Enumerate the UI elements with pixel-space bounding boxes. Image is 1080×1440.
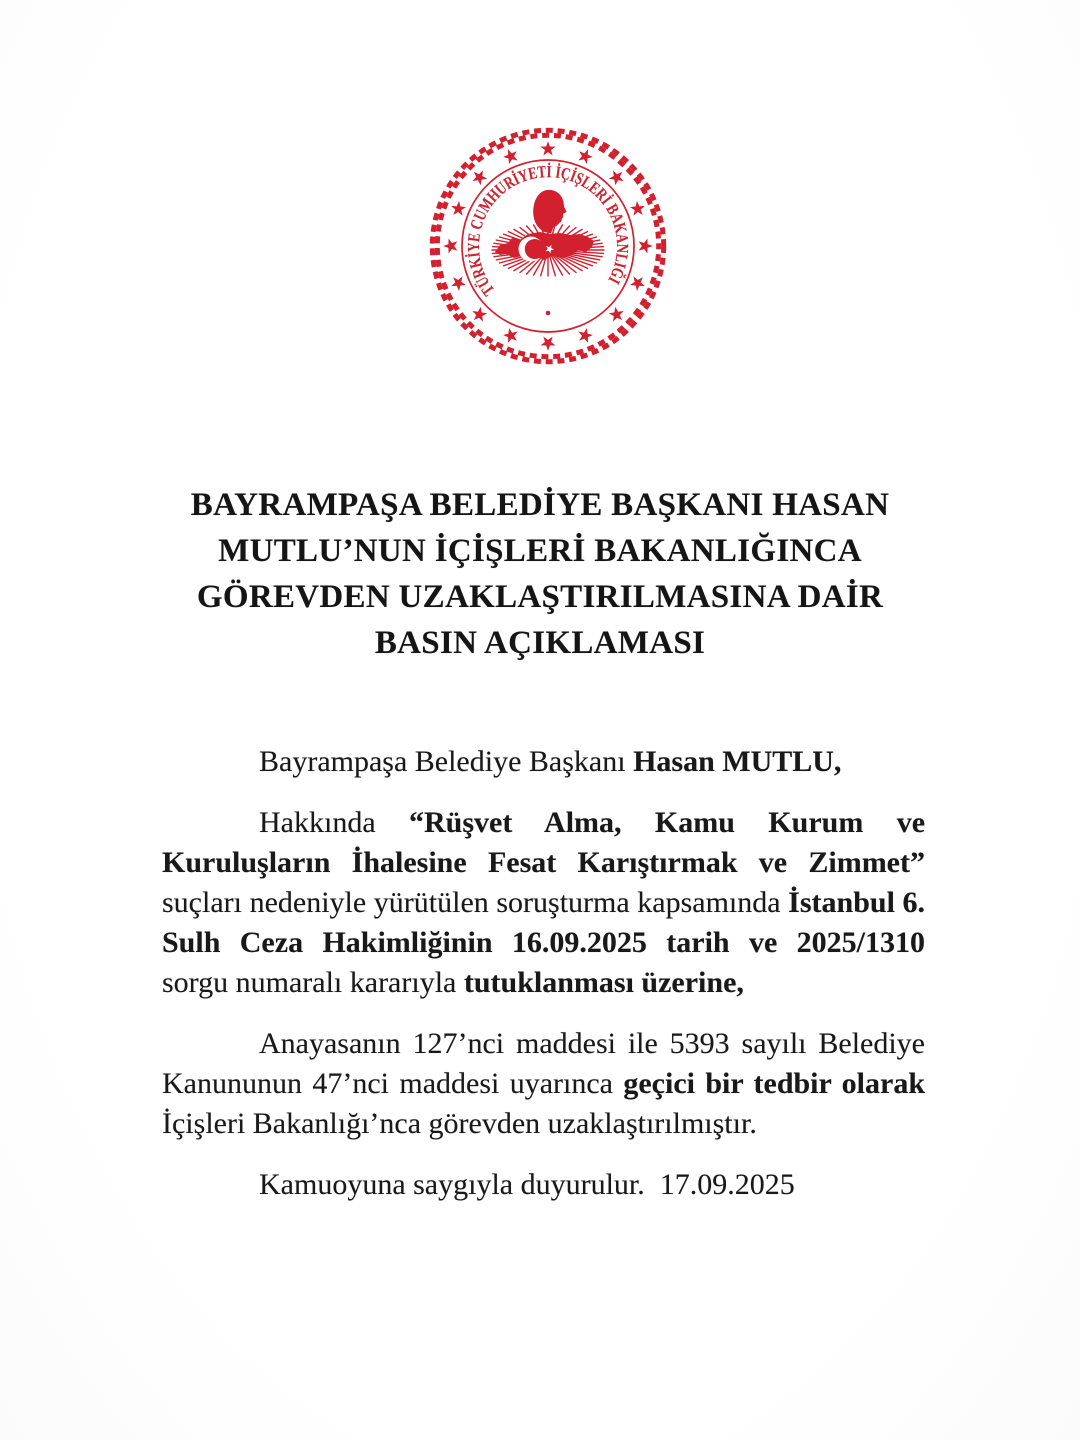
seal-star-icon <box>576 146 595 165</box>
seal-star-icon <box>576 327 595 346</box>
text-run: Hakkında <box>259 806 410 839</box>
seal-star-icon <box>448 274 467 293</box>
paragraph-intro <box>162 742 925 782</box>
seal-star-icon <box>541 337 556 351</box>
seal-star-icon <box>629 274 648 293</box>
seal-star-icon <box>501 146 520 165</box>
text-run: Kamuoyuna saygıyla duyurulur. 17.09.2025 <box>259 1168 795 1201</box>
seal-star-icon <box>448 199 467 218</box>
bold-text-run: İstanbul 6. Sulh Ceza Hakimliğinin 16.09.2025 tarih ve 2025/1310 <box>162 886 925 959</box>
text-run: Bayrampaşa Belediye Başkanı <box>259 745 634 778</box>
title-line: BAYRAMPAŞA BELEDİYE BAŞKANI HASAN <box>190 487 890 523</box>
title-line: MUTLU’NUN İÇİŞLERİ BAKANLIĞINCA <box>218 533 862 569</box>
ministry-of-interior-seal-icon <box>423 121 673 371</box>
seal-star-icon <box>469 305 490 326</box>
seal-ring-text: TÜRKİYE CUMHURİYETİ İÇİŞLERİ BAKANLIĞI <box>463 161 633 300</box>
bold-text-run: Hasan MUTLU, <box>633 745 842 778</box>
seal-star-icon <box>443 239 457 254</box>
seal-separator-dot <box>546 311 551 316</box>
text-run: İçişleri Bakanlığı’nca görevden uzaklaştırılmıştır. <box>162 1107 757 1140</box>
seal-star-icon <box>469 167 490 188</box>
press-release-body <box>162 742 925 1226</box>
bold-text-run: geçici bir tedbir olarak <box>623 1067 925 1100</box>
text-run: sorgu numaralı kararıyla <box>162 966 464 999</box>
bold-text-run: tutuklanması üzerine, <box>463 966 744 999</box>
seal-star-icon <box>501 327 520 346</box>
seal-star-icon <box>607 167 628 188</box>
seal-star-icon <box>639 239 653 254</box>
title-line: GÖREVDEN UZAKLAŞTIRILMASINA DAİR <box>196 579 884 615</box>
text-run: Anayasanın 127’nci maddesi ile 5393 sayılı Belediye Kanununun 47’nci maddesi uyarınca <box>162 1027 925 1100</box>
press-release-title <box>140 482 940 666</box>
bold-text-run: “Rüşvet Alma, Kamu Kurum ve Kuruluşların İhalesine Fesat Karıştırmak ve Zimmet” <box>162 806 926 879</box>
closing-date-line <box>162 1165 925 1205</box>
seal-star-icon <box>629 199 648 218</box>
seal-star-icon <box>607 305 628 326</box>
seal-star-icon <box>541 141 556 155</box>
title-line: BASIN AÇIKLAMASI <box>374 625 706 661</box>
paragraph-charges <box>162 803 925 1003</box>
paragraph-decision <box>162 1024 925 1144</box>
text-run: suçları nedeniyle yürütülen soruşturma kapsamında <box>162 886 789 919</box>
